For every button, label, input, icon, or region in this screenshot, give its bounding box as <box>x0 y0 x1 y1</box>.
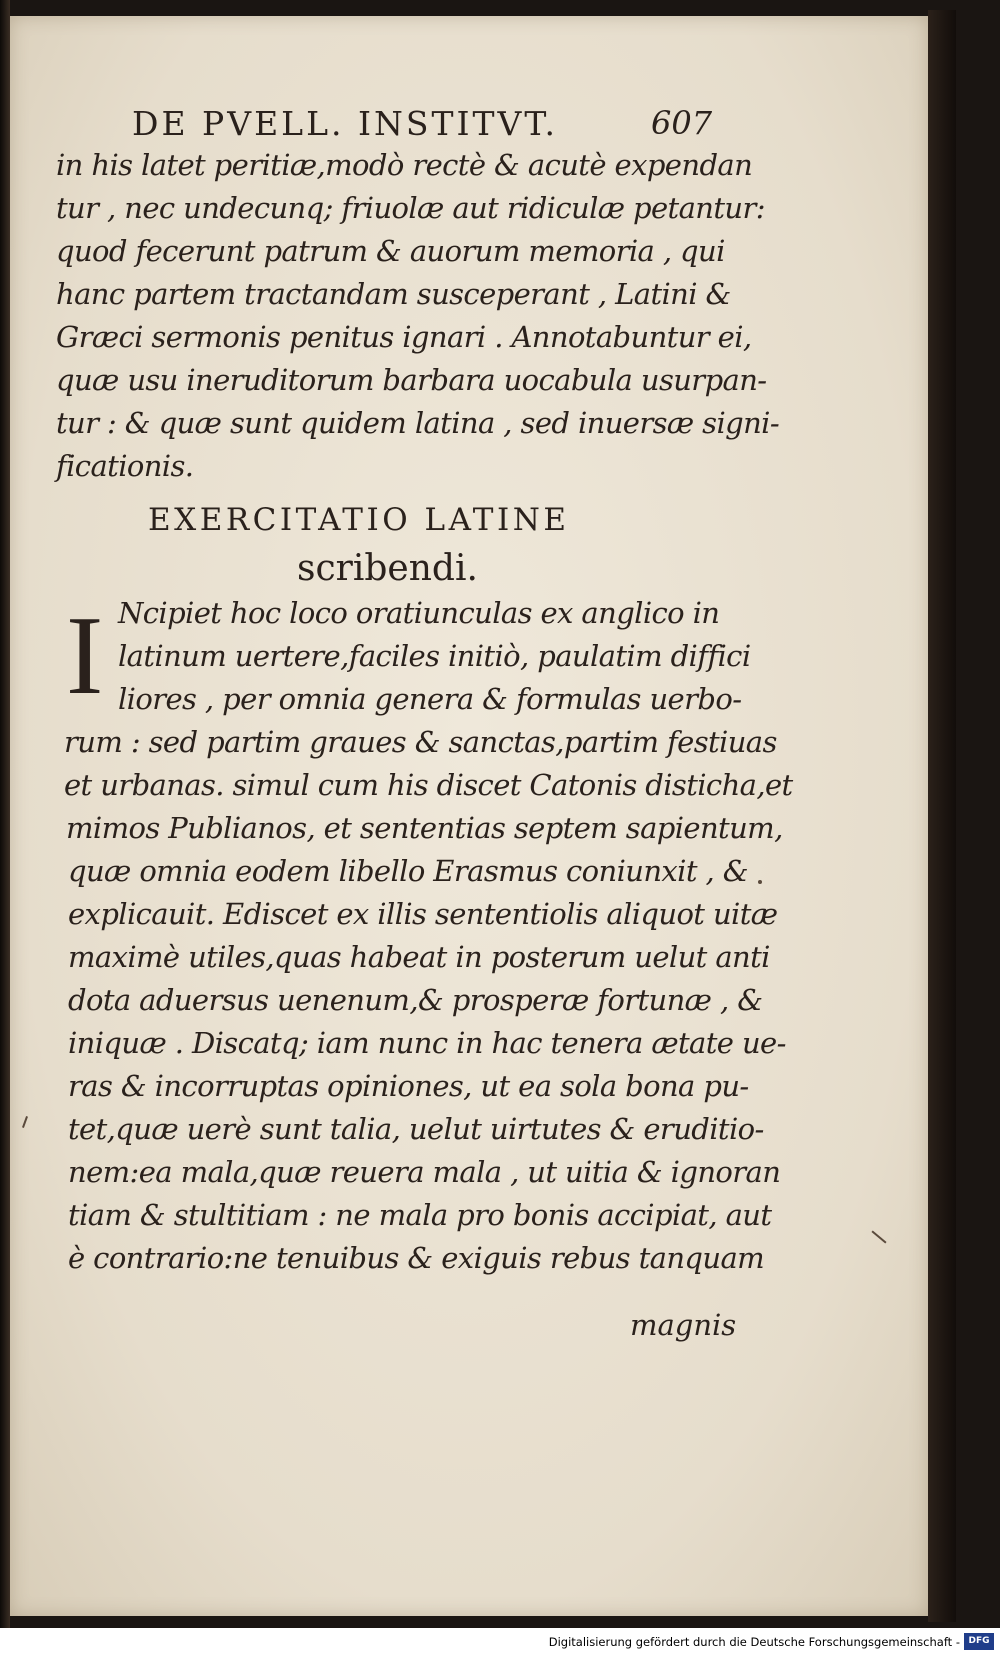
text-line: nem:ea mala,quæ reuera mala , ut uitia & ignoran <box>68 1155 781 1189</box>
text-line: tur : & quæ sunt quidem latina , sed inuersæ signi- <box>56 406 780 440</box>
dfg-logo-icon: DFG <box>964 1633 994 1650</box>
text-line: è contrario:ne tenuibus & exiguis rebus tanquam <box>68 1241 765 1275</box>
text-line: tiam & stultitiam : ne mala pro bonis accipiat, aut <box>68 1198 772 1232</box>
catchword: magnis <box>630 1308 737 1342</box>
text-line: ficationis. <box>56 449 194 483</box>
paper-speck <box>758 880 762 884</box>
footer-bar <box>0 1628 1000 1659</box>
text-line: dota aduersus uenenum,& prosperæ fortunæ , & <box>68 983 763 1017</box>
footer-credit: Digitalisierung gefördert durch die Deutsche Forschungsgemeinschaft - <box>548 1635 960 1649</box>
text-line: rum : sed partim graues & sanctas,partim festiuas <box>64 725 777 759</box>
text-line: latinum uertere,faciles initiò, paulatim diffici <box>118 639 751 673</box>
text-line: liores , per omnia genera & formulas uerbo- <box>118 682 742 716</box>
text-line: quod fecerunt patrum & auorum memoria , qui <box>56 234 725 268</box>
running-head: DE PVELL. INSTITVT. <box>132 104 559 143</box>
book-binding-edge <box>0 0 10 1659</box>
text-line: mimos Publianos, et sententias septem sapientum, <box>66 811 783 845</box>
section-subheading: scribendi. <box>297 548 478 589</box>
text-line: explicauit. Ediscet ex illis sententiolis aliquot uitæ <box>68 897 778 931</box>
text-line: et urbanas. simul cum his discet Catonis disticha,et <box>64 768 793 802</box>
text-line: maximè utiles,quas habeat in posterum uelut anti <box>68 940 770 974</box>
text-line: quæ omnia eodem libello Erasmus coniunxit , & <box>68 854 748 888</box>
text-line: hanc partem tractandam susceperant , Latini & <box>56 277 731 311</box>
text-line: iniquæ . Discatq; iam nunc in hac tenera ætate ue- <box>68 1026 786 1060</box>
book-page-edge <box>928 10 956 1622</box>
text-line: ras & incorruptas opiniones, ut ea sola bona pu- <box>68 1069 749 1103</box>
page-number: 607 <box>651 104 713 142</box>
text-line: Ncipiet hoc loco oratiunculas ex anglico in <box>118 596 720 630</box>
text-line: tet,quæ uerè sunt talia, uelut uirtutes & eruditio- <box>68 1112 764 1146</box>
drop-cap-initial: I <box>66 594 104 718</box>
text-line: in his latet peritiæ,modò rectè & acutè expendan <box>56 148 753 182</box>
text-line: quæ usu ineruditorum barbara uocabula usurpan- <box>56 363 767 397</box>
section-heading: EXERCITATIO LATINE <box>148 502 570 538</box>
text-line: tur , nec undecunq; friuolæ aut ridiculæ petantur: <box>56 191 765 225</box>
text-line: Græci sermonis penitus ignari . Annotabuntur ei, <box>56 320 752 354</box>
